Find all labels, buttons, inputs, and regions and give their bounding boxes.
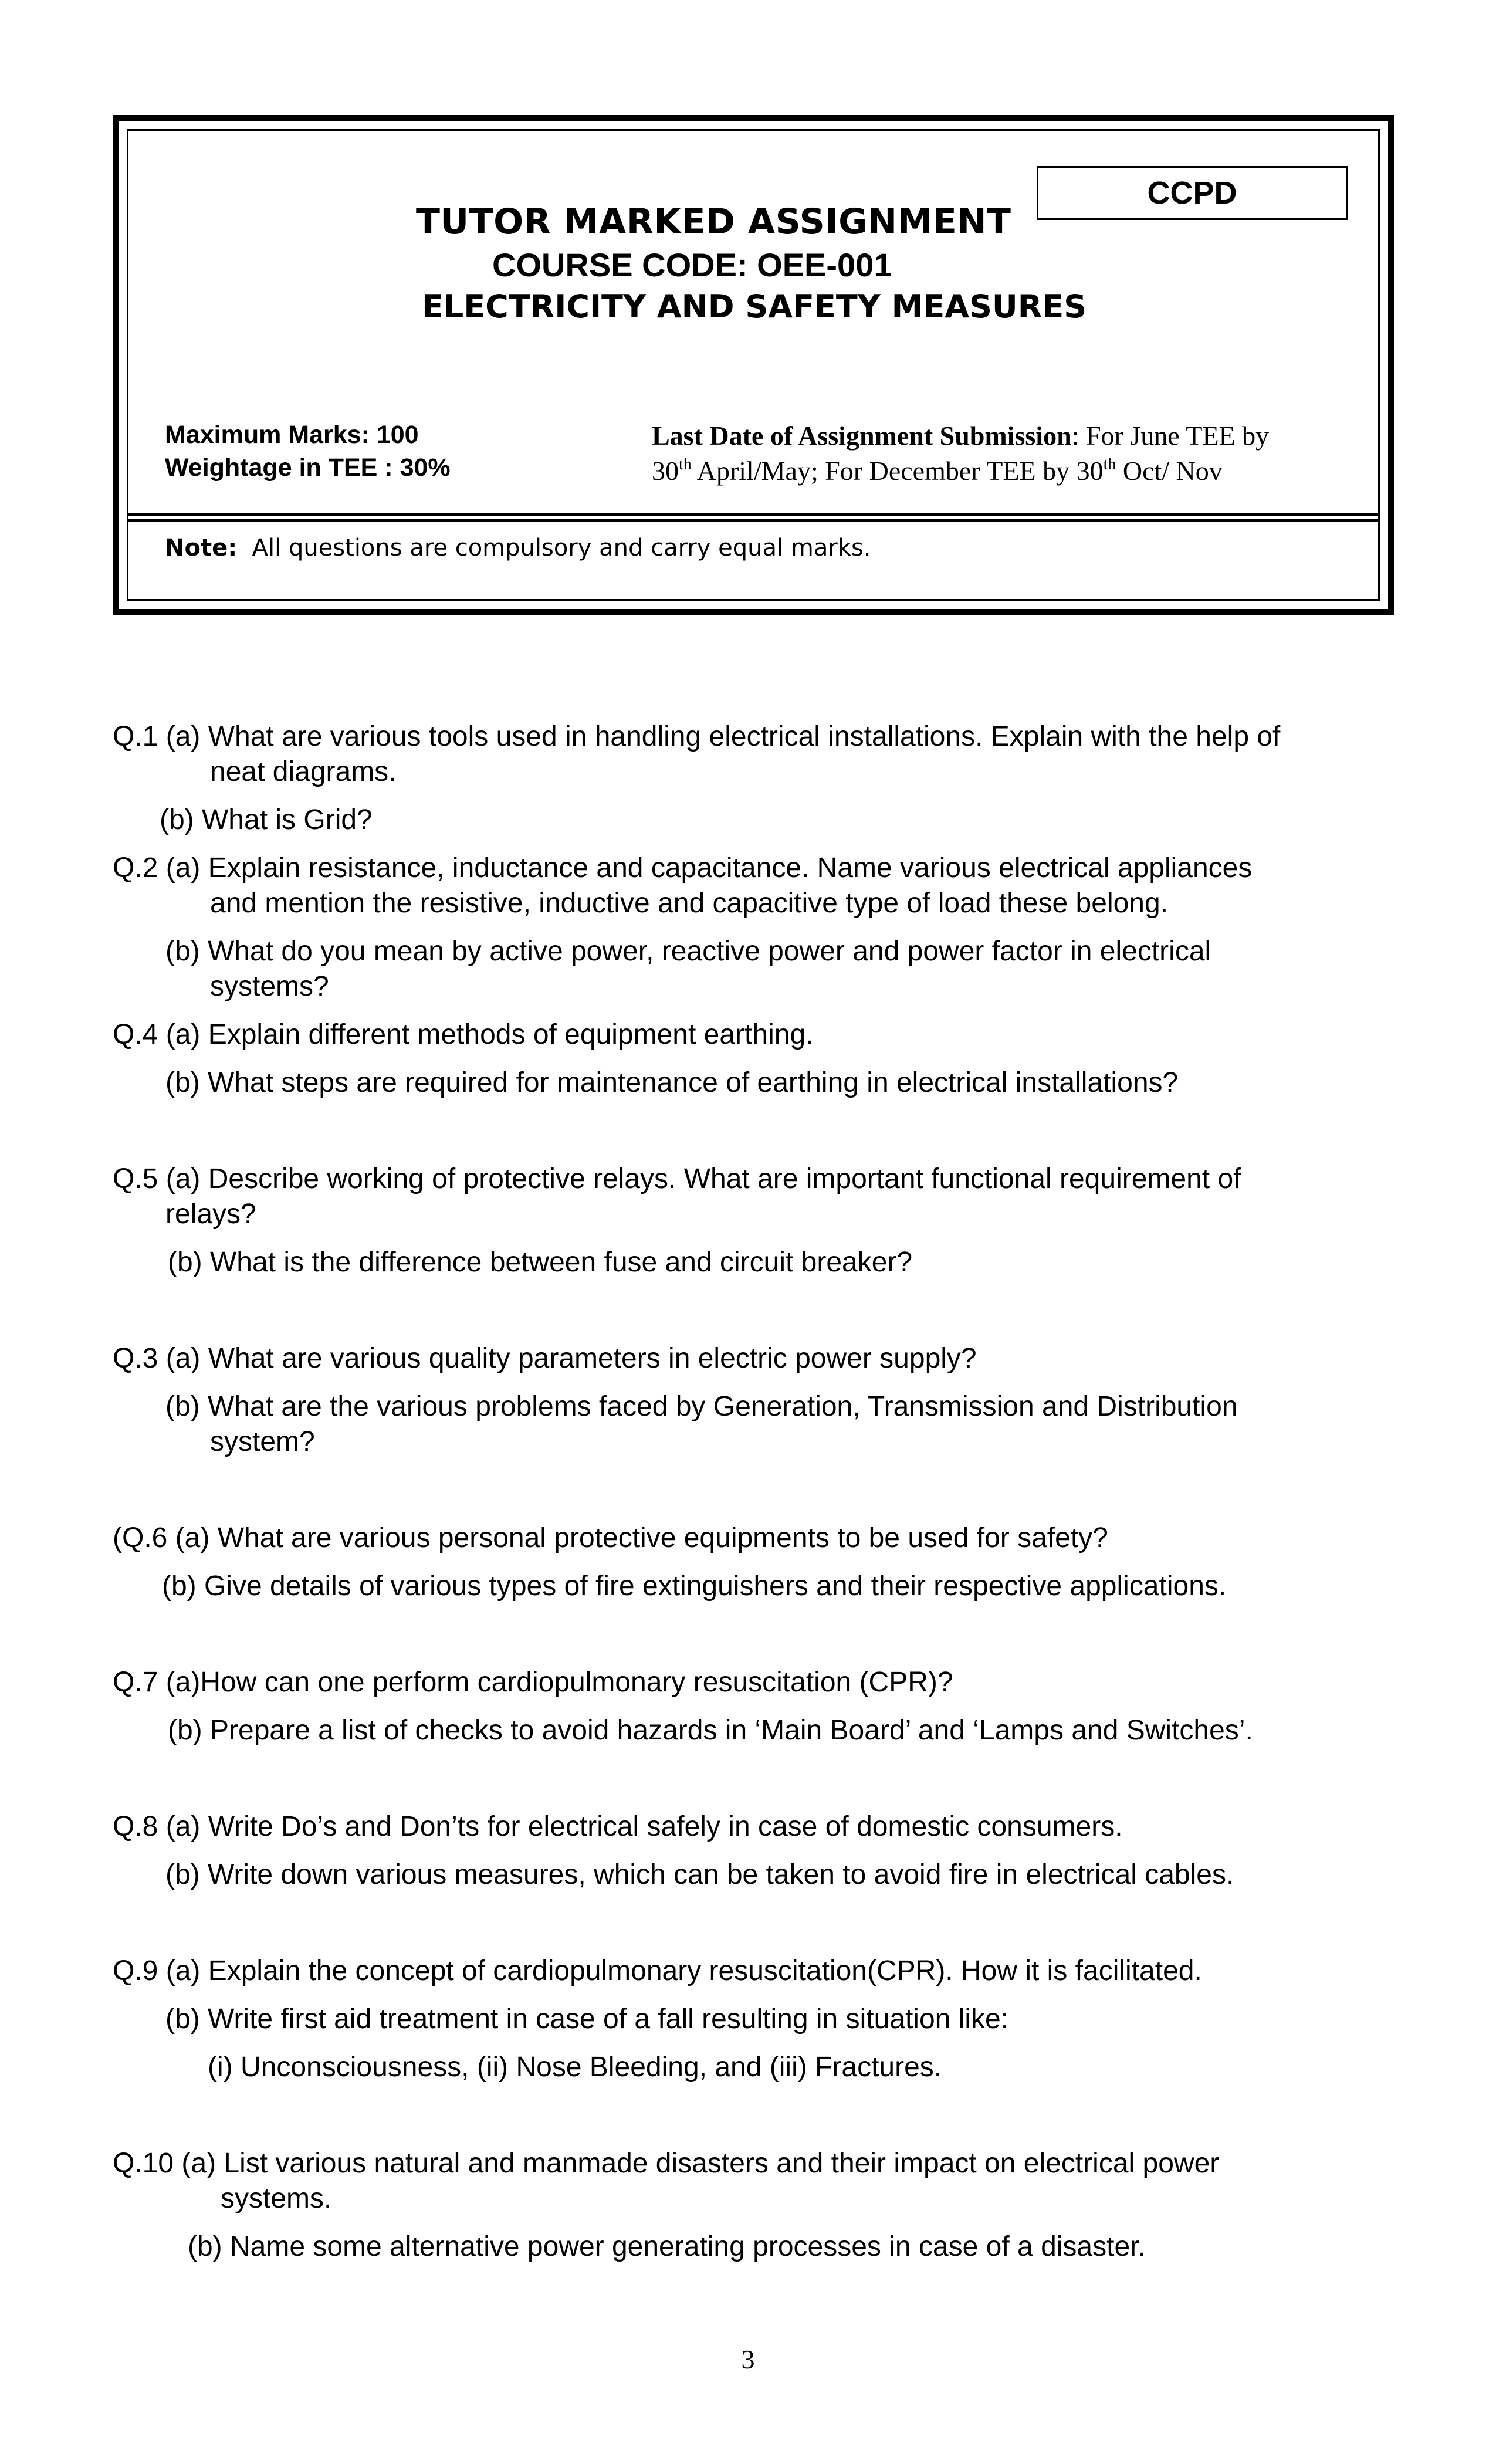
question-10a-cont: systems. <box>221 2183 332 2214</box>
submission-text-2: April/May; For December TEE by 30 <box>691 456 1104 486</box>
question-5a: Q.5 (a) Describe working of protective relays. What are important functional requirement of <box>113 1163 1241 1194</box>
question-6a: (Q.6 (a) What are various personal protective equipments to be used for safety? <box>113 1522 1108 1553</box>
submission-day-1: 30 <box>652 456 679 486</box>
question-5a-cont: relays? <box>165 1199 256 1230</box>
question-8a: Q.8 (a) Write Do’s and Don’ts for electrical safely in case of domestic consumers. <box>113 1811 1123 1842</box>
page-title: TUTOR MARKED ASSIGNMENT <box>416 201 1011 242</box>
ccpd-badge: CCPD <box>1037 166 1348 220</box>
submission-text-1: : For June TEE by <box>1071 421 1270 451</box>
question-1a: Q.1 (a) What are various tools used in handling electrical installations. Explain with the help of <box>113 721 1281 752</box>
assignment-header-box <box>113 115 1394 615</box>
header-inner-border <box>127 129 1380 601</box>
question-7a: Q.7 (a)How can one perform cardiopulmonary resuscitation (CPR)? <box>113 1667 953 1698</box>
question-4b: (b) What steps are required for maintenance of earthing in electrical installations? <box>165 1067 1179 1098</box>
weightage: Weightage in TEE : 30% <box>165 453 451 482</box>
question-9b-items: (i) Unconsciousness, (ii) Nose Bleeding, and (iii) Fractures. <box>208 2052 942 2083</box>
question-2b-cont: systems? <box>210 971 329 1002</box>
page-number: 3 <box>741 2344 755 2374</box>
submission-label: Last Date of Assignment Submission <box>652 421 1072 451</box>
max-marks: Maximum Marks: 100 <box>165 421 419 449</box>
course-subject: ELECTRICITY AND SAFETY MEASURES <box>422 288 1087 325</box>
question-10b: (b) Name some alternative power generating processes in case of a disaster. <box>188 2231 1146 2262</box>
question-9b: (b) Write first aid treatment in case of a fall resulting in situation like: <box>165 2003 1009 2035</box>
question-7b: (b) Prepare a list of checks to avoid hazards in ‘Main Board’ and ‘Lamps and Switches’. <box>168 1715 1253 1746</box>
question-2a: Q.2 (a) Explain resistance, inductance and capacitance. Name various electrical appliances <box>113 852 1253 884</box>
question-9a: Q.9 (a) Explain the concept of cardiopulmonary resuscitation(CPR). How it is facilitated. <box>113 1955 1202 1986</box>
question-2a-cont: and mention the resistive, inductive and capacitive type of load these belong. <box>210 888 1169 919</box>
question-3a: Q.3 (a) What are various quality parameters in electric power supply? <box>113 1343 977 1374</box>
question-10a: Q.10 (a) List various natural and manmade disasters and their impact on electrical power <box>113 2148 1220 2179</box>
question-3b: (b) What are the various problems faced by Generation, Transmission and Distribution <box>165 1391 1238 1422</box>
question-1b: (b) What is Grid? <box>160 804 373 835</box>
marks-info <box>165 418 451 484</box>
question-6b: (b) Give details of various types of fire extinguishers and their respective applications. <box>162 1571 1227 1602</box>
question-2b: (b) What do you mean by active power, reactive power and power factor in electrical <box>165 936 1211 967</box>
submission-text-3: Oct/ Nov <box>1116 456 1223 486</box>
submission-sup-2: th <box>1103 455 1116 473</box>
course-code: COURSE CODE: OEE-001 <box>492 246 892 283</box>
header-divider <box>128 513 1378 522</box>
question-3b-cont: system? <box>210 1426 315 1457</box>
submission-sup-1: th <box>679 455 692 473</box>
question-4a: Q.4 (a) Explain different methods of equipment earthing. <box>113 1019 814 1050</box>
note-text: All questions are compulsory and carry equal marks. <box>237 534 871 561</box>
submission-deadline <box>652 418 1356 489</box>
note <box>165 534 871 561</box>
question-1a-cont: neat diagrams. <box>210 756 397 787</box>
question-8b: (b) Write down various measures, which can be taken to avoid fire in electrical cables. <box>165 1859 1234 1890</box>
question-5b: (b) What is the difference between fuse and circuit breaker? <box>168 1247 913 1278</box>
note-label: Note: <box>165 534 238 561</box>
